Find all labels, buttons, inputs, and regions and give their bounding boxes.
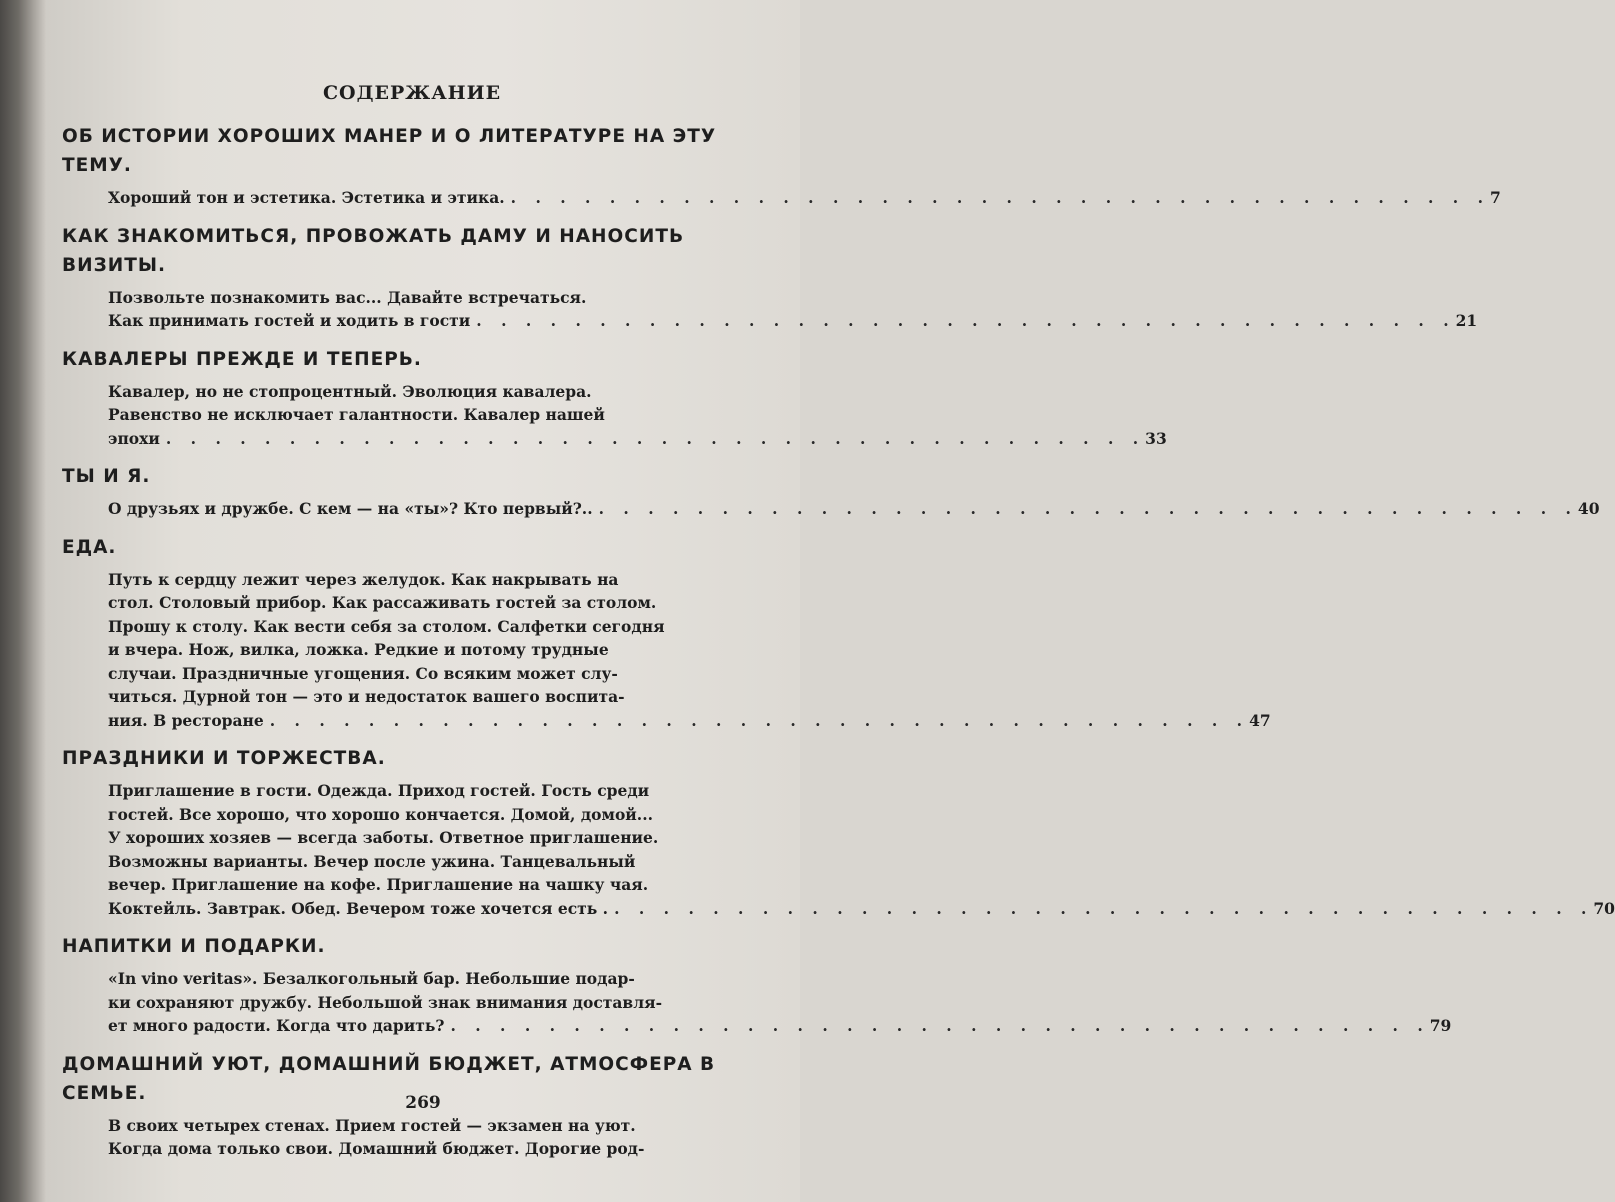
toc-section: [62, 222, 1478, 333]
toc-leader-dots: . . . . . . . . . . . . . . . . . . . . . . . . . . . . . . . . . . . . . . . .: [165, 428, 1146, 448]
toc-entry-last-line: [108, 897, 1615, 921]
toc-section-body: [62, 186, 1501, 210]
toc-page-number: 70: [1593, 898, 1615, 918]
toc-entry-line: и вчера. Нож, вилка, ложка. Редкие и потому трудные: [108, 640, 609, 659]
toc-section: [62, 932, 1452, 1038]
toc-entry-line: В своих четырех стенах. Прием гостей — экзамен на уют.: [108, 1115, 636, 1135]
toc-section: [62, 533, 1271, 733]
toc-section-body: [62, 779, 1615, 920]
toc-entry-text: ет много радости. Когда что дарить?: [108, 1016, 445, 1035]
toc-entry-text: Коктейль. Завтрак. Обед. Вечером тоже хочется есть .: [108, 898, 609, 918]
toc-entry-text: Как принимать гостей и ходить в гости: [108, 311, 471, 330]
toc-section-body: [62, 1114, 732, 1161]
book-spine-shadow: [0, 0, 46, 1202]
toc-section: [62, 462, 1600, 521]
toc-entry-line: Кавалер, но не стопроцентный. Эволюция кавалера.: [108, 381, 592, 401]
toc-page-number: 79: [1429, 1016, 1452, 1035]
toc-leader-dots: . . . . . . . . . . . . . . . . . . . . . . . . . . . . . . . . . . . . . . . .: [510, 188, 1490, 207]
toc-entry-line: Приглашение в гости. Одежда. Приход гостей. Гость среди: [108, 781, 650, 800]
toc-section-heading: НАПИТКИ И ПОДАРКИ.: [62, 936, 326, 957]
toc-leader-dots: . . . . . . . . . . . . . . . . . . . . . . . . . . . . . . . . . . . . . . . .: [450, 1016, 1430, 1035]
toc-section-body: [62, 380, 1167, 451]
toc-leader-dots: . . . . . . . . . . . . . . . . . . . . . . . . . . . . . . . . . . . . . . . .: [614, 898, 1594, 918]
toc-leader-dots: . . . . . . . . . . . . . . . . . . . . . . . . . . . . . . . . . . . . . . . .: [476, 311, 1456, 330]
toc-entry-line: стол. Столовый прибор. Как рассаживать гостей за столом.: [108, 593, 657, 612]
toc-entry-line: случаи. Праздничные угощения. Со всяким может слу-: [108, 663, 618, 683]
toc-section-heading: ДОМАШНИЙ УЮТ, ДОМАШНИЙ БЮДЖЕТ, АТМОСФЕРА В СЕМЬЕ.: [62, 1053, 716, 1104]
toc-entry-line: Путь к сердцу лежит через желудок. Как накрывать на: [108, 569, 619, 589]
toc-page-number: 7: [1489, 188, 1501, 207]
toc-entry-text: ния. В ресторане: [108, 710, 264, 730]
toc-entry-line: «In vino veritas». Безалкогольный бар. Небольшие подар-: [108, 969, 635, 988]
toc-section: [62, 122, 1501, 210]
toc-page-number: 47: [1249, 710, 1271, 730]
toc-page-number: 40: [1577, 499, 1600, 518]
toc-entry-last-line: [108, 497, 1600, 521]
toc-entry-line: Равенство не исключает галантности. Кавалер нашей: [108, 405, 605, 424]
toc-entry-line: Прошу к столу. Как вести себя за столом. Салфетки сегодня: [108, 616, 665, 636]
toc-entry-line: ки сохраняют дружбу. Небольшой знак внимания доставля-: [108, 992, 663, 1012]
toc-entry-line: У хороших хозяев — всегда заботы. Ответное приглашение.: [108, 828, 659, 847]
toc-section-heading: ПРАЗДНИКИ И ТОРЖЕСТВА.: [62, 748, 386, 769]
toc-section-heading: КАВАЛЕРЫ ПРЕЖДЕ И ТЕПЕРЬ.: [62, 348, 422, 370]
toc-entry-line: Возможны варианты. Вечер после ужина. Танцевальный: [108, 851, 636, 871]
toc-section: [62, 744, 1615, 920]
toc-entry-last-line: [108, 1014, 1452, 1038]
book-page: [46, 0, 1615, 1202]
toc-sections: [62, 122, 1615, 1161]
toc-leader-dots: . . . . . . . . . . . . . . . . . . . . . . . . . . . . . . . . . . . . . . . .: [269, 710, 1250, 730]
toc-entry-line: Когда дома только свои. Домашний бюджет. Дорогие род-: [108, 1139, 645, 1158]
page-number: 269: [405, 1093, 441, 1113]
toc-entry-last-line: [108, 709, 1271, 733]
toc-entry-line: Позвольте познакомить вас... Давайте встречаться.: [108, 287, 587, 307]
toc-entry-last-line: [108, 427, 1167, 451]
table-of-contents: [62, 82, 1615, 1173]
toc-section-body: [62, 497, 1600, 521]
toc-entry-last-line: [108, 186, 1501, 210]
toc-entry-line: читься. Дурной тон — это и недостаток вашего воспита-: [108, 687, 625, 706]
toc-section-heading: ЕДА.: [62, 536, 117, 558]
toc-section-heading: ТЫ И Я.: [62, 466, 151, 487]
toc-leader-dots: . . . . . . . . . . . . . . . . . . . . . . . . . . . . . . . . . . . . . . . .: [598, 499, 1578, 518]
toc-section-body: [62, 568, 1271, 733]
toc-entry-line: вечер. Приглашение на кофе. Приглашение на чашку чая.: [108, 875, 649, 894]
toc-page-number: 21: [1455, 311, 1478, 330]
toc-page-number: 33: [1145, 428, 1167, 448]
toc-entry-text: О друзьях и дружбе. С кем — на «ты»? Кто первый?..: [108, 499, 593, 518]
toc-section-body: [62, 286, 1478, 333]
toc-entry-line: гостей. Все хорошо, что хорошо кончается. Домой, домой...: [108, 804, 653, 824]
toc-section-heading: КАК ЗНАКОМИТЬСЯ, ПРОВОЖАТЬ ДАМУ И НАНОСИТЬ ВИЗИТЫ.: [62, 225, 685, 276]
toc-title: СОДЕРЖАНИЕ: [322, 82, 502, 104]
toc-section-body: [62, 967, 1452, 1038]
toc-section-heading: ОБ ИСТОРИИ ХОРОШИХ МАНЕР И О ЛИТЕРАТУРЕ НА ЭТУ ТЕМУ.: [62, 126, 717, 176]
toc-entry-text: эпохи: [108, 428, 160, 448]
toc-entry-text: Хороший тон и эстетика. Эстетика и этика.: [108, 188, 505, 207]
toc-section: [62, 345, 1167, 451]
toc-entry-last-line: [108, 309, 1478, 333]
